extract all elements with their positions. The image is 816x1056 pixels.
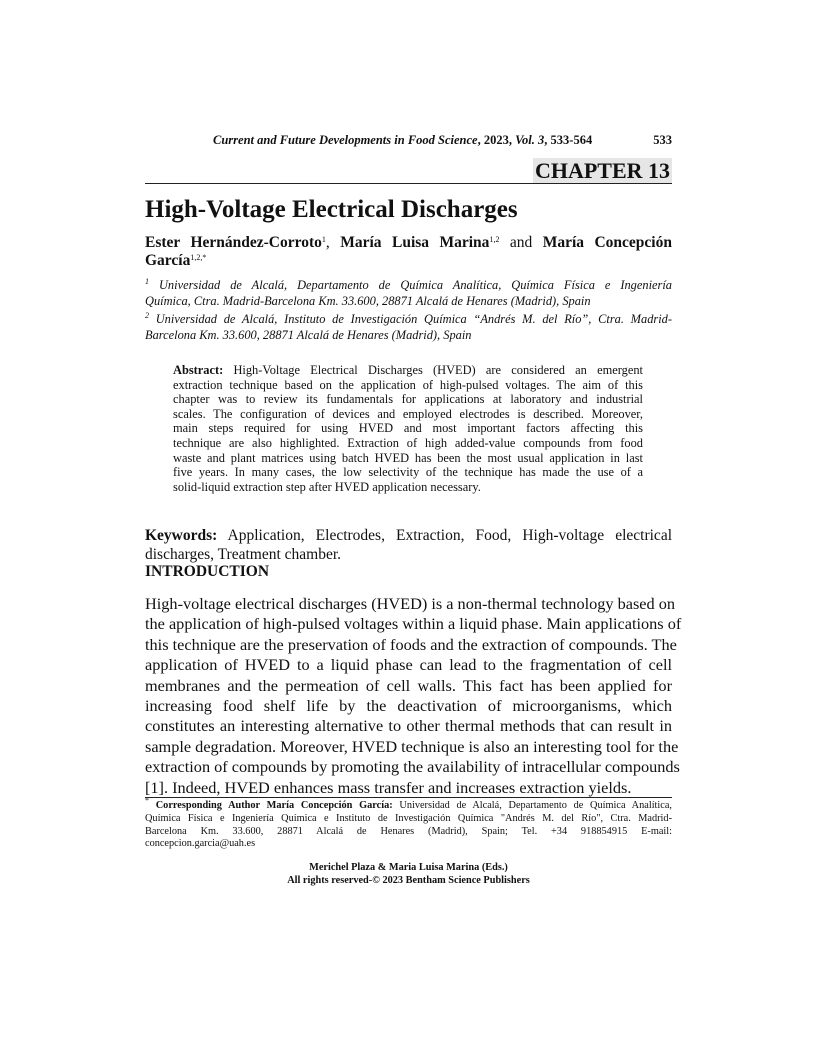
affiliation [145,312,672,343]
abstract-label: Abstract: [173,363,224,377]
section-heading: INTRODUCTION [145,563,270,580]
body-line: application of HVED to a liquid phase can lead to the fragmentation of cell [145,655,672,675]
footnote-line: Química Física e Ingeniería Química e Instituto de Investigación Química "Andrés M. del Río", Ctra. Madrid- [145,812,672,824]
author-list [145,234,672,270]
author-name: María Luisa Marina [340,234,490,251]
body-line: this technique are the preservation of foods and the extraction of compounds. The [145,634,677,654]
keywords-line: discharges, Treatment chamber. [145,546,342,563]
separator: , [325,234,341,251]
abstract-line: chapter was to review its fundamentals for applications at laboratory and industrial [173,392,643,407]
keywords-label: Keywords: [145,527,218,544]
author-name: Ester Hernández-Corroto [145,234,322,251]
footnote-line: Barcelona Km. 33.600, 28871 Alcalá de Henares (Madrid), Spain; Tel. +34 918854915 E-mail: [145,825,672,837]
author-name: María Concepción [542,234,672,251]
abstract-line: scales. The configuration of devices and employed electrodes is described. Moreover, [173,406,643,421]
keywords-line: Application, Electrodes, Extraction, Food, High-voltage electrical [217,527,672,544]
introduction-paragraph [145,594,682,798]
keywords [145,526,672,564]
author-name-cont: García [145,252,191,269]
body-line: High-voltage electrical discharges (HVED) is a non-thermal technology based on [145,594,676,613]
abstract-line: solid-liquid extraction step after HVED application necessary. [173,479,481,494]
editors: Merichel Plaza & Maria Luisa Marina (Eds.) [309,862,508,873]
author-affil-sup: 1,2 [489,235,500,244]
body-line: [1]. Indeed, HVED enhances mass transfer and increases extraction yields. [145,777,632,797]
footnote-mark: * [145,796,149,805]
journal-citation: Current and Future Developments in Food Science, 2023, Vol. 3, 533-564 [213,133,593,147]
affiliation [145,278,672,309]
body-line: membranes and the permeation of cell walls. This fact has been applied for [145,675,672,695]
footnote [145,796,672,851]
affil-line: Barcelona Km. 33.600, 28871 Alcalá de Henares (Madrid), Spain [145,327,472,342]
affil-line: Universidad de Alcalá, Departamento de Química Analítica, Química Física e Ingeniería [158,278,672,292]
chapter-title: High-Voltage Electrical Discharges [145,196,518,223]
body-line: constitutes an interesting alternative to other thermal methods that can result in [145,716,672,736]
separator: and [499,234,543,251]
affil-line: Universidad de Alcalá, Instituto de Investigación Química “Andrés M. del Río”, Ctra. Madrid- [155,312,672,326]
footnote-rule [145,797,672,798]
publisher-info [145,862,672,887]
abstract [173,363,643,494]
footnote-line: Universidad de Alcalá, Departamento de Química Analítica, [392,800,672,811]
body-line: increasing food shelf life by the deactivation of microorganisms, which [145,696,672,716]
copyright: All rights reserved-© 2023 Bentham Science Publishers [287,874,530,886]
body-line: the application of high-pulsed voltages within a liquid phase. Main applications of [145,614,682,634]
footnote-email: concepcion.garcia@uah.es [145,838,256,850]
abstract-line: extraction technique based on the application of high-pulsed voltages. The aim of this [173,377,643,392]
header-rule [145,183,672,184]
affiliations [145,278,672,346]
body-line: sample degradation. Moreover, HVED technique is also an interesting tool for the [145,736,679,756]
abstract-line: main steps required for using HVED and most important factors affecting this [173,421,643,436]
abstract-line: five years. In many cases, the low selectivity of the technique has made the use of a [173,465,643,480]
page-number: 533 [653,133,672,147]
author-affil-sup: 1,2,* [190,253,207,262]
author-affil-sup: 1 [321,235,326,244]
body-line: extraction of compounds by promoting the availability of intracellular compounds [145,757,680,777]
abstract-line: waste and plant matrices using batch HVED has been the most usual application in last [173,450,643,465]
abstract-line: technique are also highlighted. Extraction of high added-value compounds from food [173,435,643,450]
affil-line: Química, Ctra. Madrid-Barcelona Km. 33.600, 28871 Alcalá de Henares (Madrid), Spain [145,293,591,308]
footnote-label: Corresponding Author María Concepción García: [149,800,393,811]
abstract-line: High-Voltage Electrical Discharges (HVED) are considered an emergent [223,363,643,377]
affil-sup: 2 [145,311,149,320]
affil-sup: 1 [145,277,149,286]
chapter-label: CHAPTER 13 [534,158,670,183]
